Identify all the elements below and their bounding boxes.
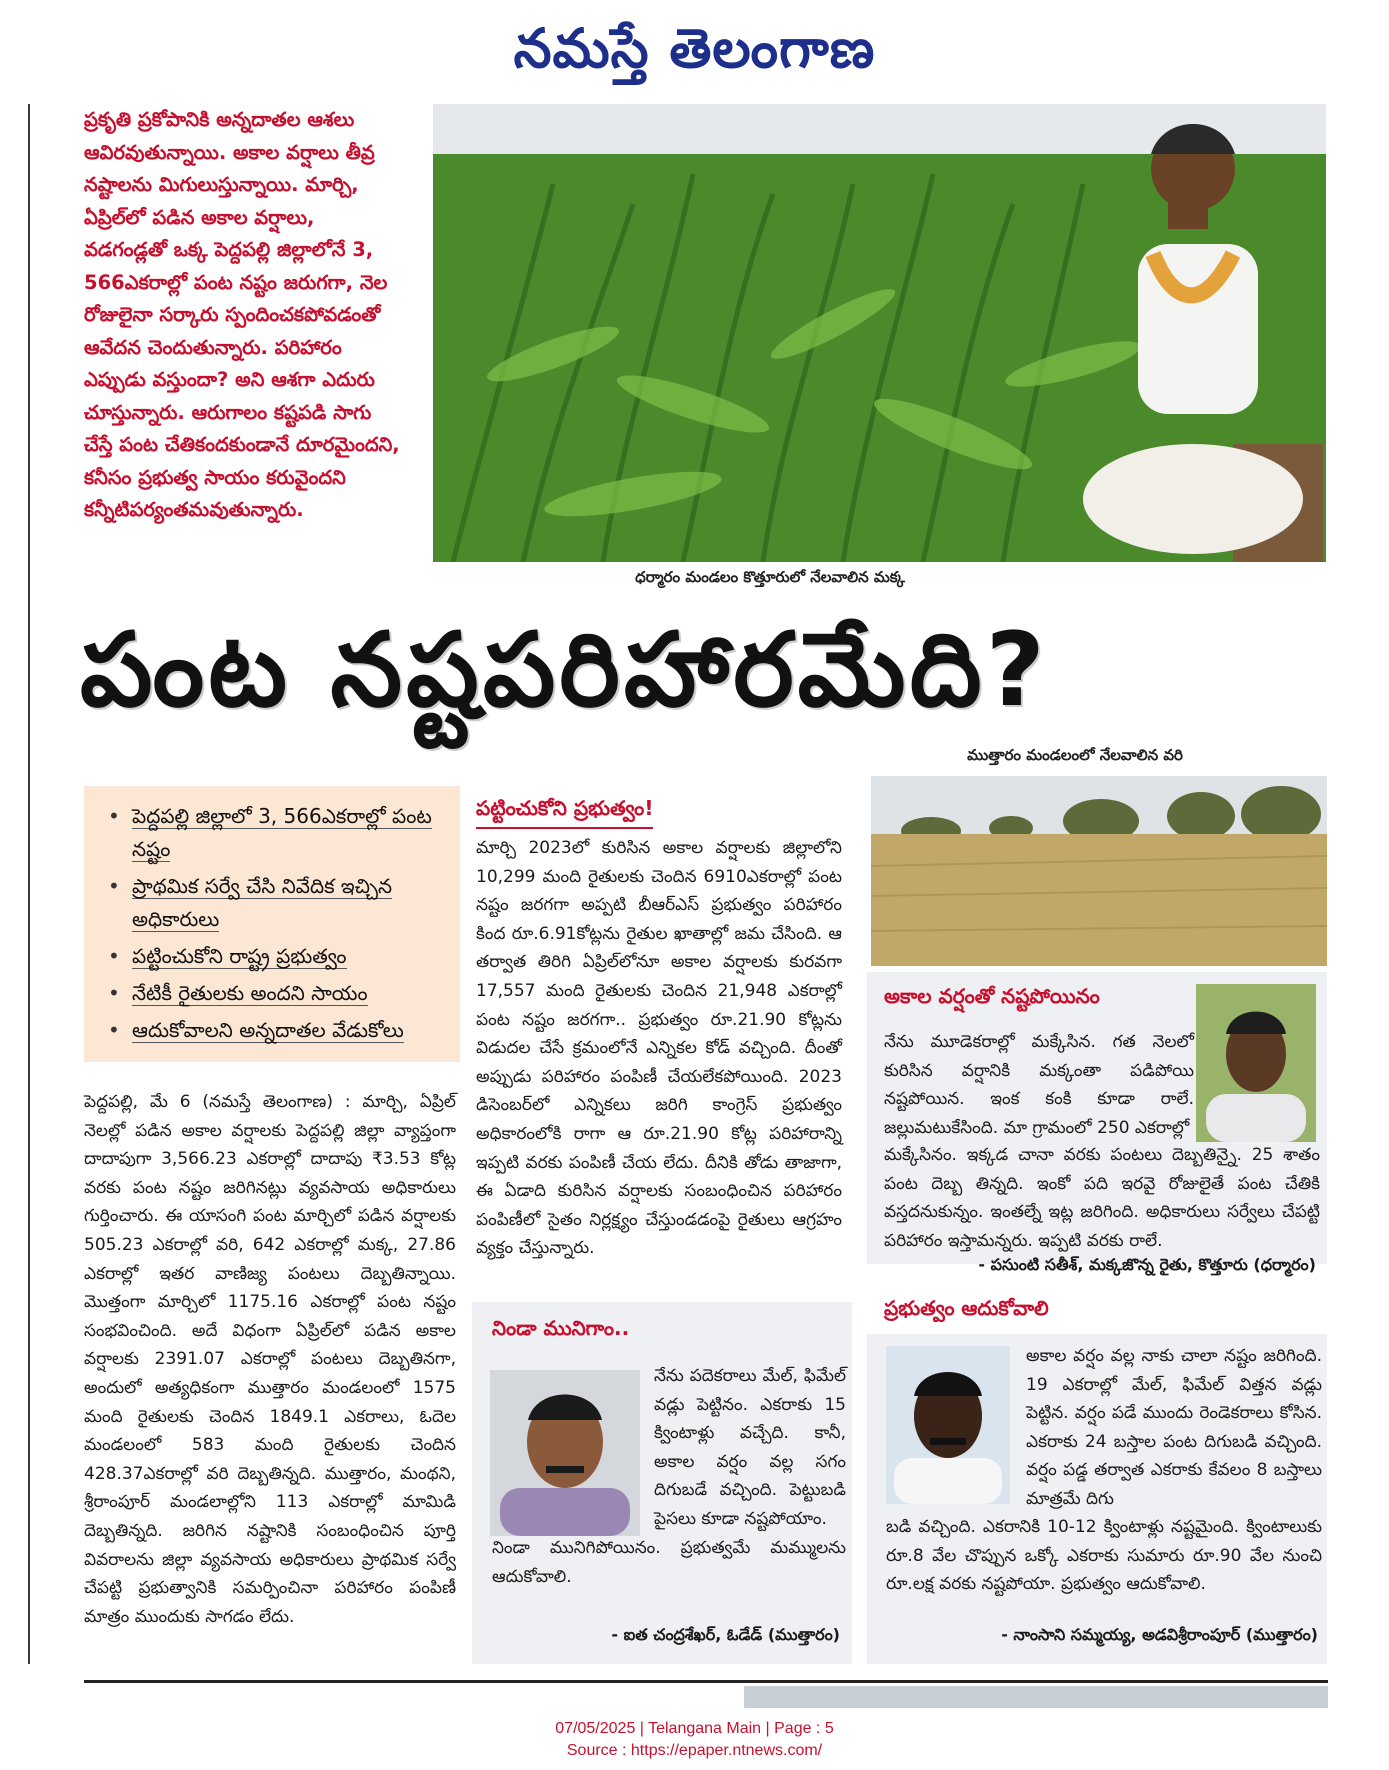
next-article-photo-strip	[744, 1686, 1328, 1708]
section-title-loss: అకాల వర్షంతో నష్టపోయినం	[884, 984, 1100, 1008]
photo-caption-field: ధర్మారం మండలం కొత్తూరులో నేలవాలిన మక్క	[635, 568, 905, 586]
section-body-loss-b: మక్కేసినం. ఇక్కడ చానా వరకు పంటలు దెబ్బతిన్నై. 25 శాతం పంట దెబ్బ తిన్నది. ఇంకో పది ఇరవై రోజులైతే పంట చేతికి వస్తదనుకున్నం. ఇంతల్నే ఇట్ల జరిగింది. అధికారులు సర్వేలు చేపట్టి పరిహారం ఇస్తామన్నరు. ఇప్పటి వరకు రాలే.	[884, 1145, 1320, 1251]
photo-portrait-chandrasekhar	[490, 1370, 640, 1536]
highlight-item: • ఆదుకోవాలని అన్నదాతల వేడుకోలు	[98, 1014, 446, 1047]
paddy-field-illustration	[871, 776, 1327, 966]
headline: పంట నష్టపరిహారమేది?	[80, 611, 1049, 730]
bullet-icon: •	[108, 804, 120, 828]
bullet-icon: •	[108, 1018, 120, 1042]
portrait-illustration	[1196, 984, 1316, 1142]
bottom-rule	[84, 1680, 1328, 1683]
section-title-drown: నిండా మునిగాం..	[492, 1316, 630, 1340]
masthead	[0, 12, 1389, 84]
section-body-drown-a: నేను పదెకరాలు మేల్, ఫిమేల్ వడ్లు పెట్టినం. ఎకరాకు 15 క్వింటాళ్లు వచ్చేది. కానీ, అకాల వర్షం వల్ల సగం దిగుబడే వచ్చింది. పెట్టుబడి పైసలు కూడా నష్టపోయాం.	[654, 1366, 846, 1529]
section-title-govt: పట్టించుకోని ప్రభుత్వం!	[476, 796, 653, 829]
quote-attribution-help: - నాంసాని సమ్మయ్య, అడవిశ్రీరాంపూర్ (ముత్తారం)	[1001, 1625, 1318, 1644]
highlight-item: • పెద్దపల్లి జిల్లాలో 3, 566ఎకరాల్లో పంట నష్టం	[98, 800, 446, 866]
portrait-illustration	[886, 1346, 1010, 1504]
intro-paragraph: ప్రకృతి ప్రకోపానికి అన్నదాతల ఆశలు ఆవిరవుతున్నాయి. అకాల వర్షాలు తీవ్ర నష్టాలను మిగులుస్తున్నాయి. మార్చి, ఏప్రిల్‌లో పడిన అకాల వర్షాలు, వడగండ్లతో ఒక్క పెద్దపల్లి జిల్లాలోనే 3, 566ఎకరాల్లో పంట నష్టం జరుగగా, నెల రోజులైనా సర్కారు స్పందించకపోవడంతో ఆవేదన చెందుతున్నారు. పరిహారం ఎప్పుడు వస్తుందా? అని ఆశగా ఎదురు చూస్తున్నారు. ఆరుగాలం కష్టపడి సాగు చేస్తే పంట చేతికందకుండానే దూరమైందని, కనీసం ప్రభుత్వ సాయం కరువైందని కన్నీటిపర్యంతమవుతున్నారు.	[84, 108, 400, 521]
photo-corn-field-farmer	[433, 104, 1326, 562]
highlights-box	[84, 786, 460, 1062]
quote-attribution-loss: - పసుంటి సతీశ్, మక్కజొన్న రైతు, కొత్తూరు (ధర్మారం)	[978, 1255, 1316, 1274]
photo-caption-paddy: ముత్తారం మండలంలో నేలవాలిన వరి	[967, 746, 1183, 764]
footer-source-link[interactable]: Source : https://epaper.ntnews.com/	[566, 1742, 823, 1759]
quote-attribution-drown: - ఐత చంద్రశేఖర్, ఓడేడ్ (ముత్తారం)	[611, 1625, 840, 1644]
highlights-list	[98, 800, 446, 1047]
section-title-help: ప్రభుత్వం ఆదుకోవాలి	[884, 1296, 1049, 1320]
left-column-rule	[28, 104, 30, 1664]
masthead-logo-text: నమస్తే తెలంగాణ	[513, 16, 876, 80]
highlight-item: • ప్రాథమిక సర్వే చేసి నివేదిక ఇచ్చిన అధికారులు	[98, 870, 446, 936]
bullet-icon: •	[108, 874, 120, 898]
photo-paddy-field	[871, 776, 1327, 966]
photo-portrait-satish	[1196, 984, 1316, 1142]
section-body-help-b: బడి వచ్చింది. ఎకరానికి 10-12 క్వింటాళ్లు నష్టమైంది. క్వింటాలుకు రూ.8 వేల చొప్పున ఒక్కో ఎకరాకు సుమారు రూ.90 వేల నుంచి రూ.లక్ష వరకు నష్టపోయా. ప్రభుత్వం ఆదుకోవాలి.	[886, 1517, 1322, 1595]
section-body-drown-b: నిండా మునిగిపోయినం. ప్రభుత్వమే మమ్ములను ఆదుకోవాలి.	[492, 1538, 846, 1587]
article-body-main: పెద్దపల్లి, మే 6 (నమస్తే తెలంగాణ) : మార్చి, ఏప్రిల్ నెలల్లో పడిన అకాల వర్షాలకు పెద్దపల్లి జిల్లా వ్యాప్తంగా దాదాపుగా 3,566.23 ఎకరాల్లో దాదాపు ₹3.53 కోట్ల వరకు పంట నష్టం జరిగినట్లు వ్యవసాయ అధికారులు గుర్తించారు. ఈ యాసంగి పంట మార్చిలో పడిన వర్షాలకు 505.23 ఎకరాల్లో వరి, 642 ఎకరాల్లో మక్క, 27.86 ఎకరాల్లో ఇతర వాణిజ్య పంటలు దెబ్బతిన్నాయి. మొత్తంగా మార్చిలో 1175.16 ఎకరాల్లో పంట నష్టం సంభవించింది. అదే విధంగా ఏప్రిల్‌లో పడిన అకాల వర్షాలకు 2391.07 ఎకరాల్లో పంటలు దెబ్బతినగా, అందులో అత్యధికంగా ముత్తారం మండలంలో 1575 మంది రైతులకు చెందిన 1849.1 ఎకరాలు, ఓదెల మండలంలో 583 మంది రైతులకు చెందిన 428.37ఎకరాల్లో వరి దెబ్బతిన్నది. ముత్తారం, మంథని, శ్రీరాంపూర్ మండలాల్లోని 113 ఎకరాల్లో మామిడి దెబ్బతిన్నది. జరిగిన నష్టానికి సంబంధించిన పూర్తి వివరాలను జిల్లా వ్యవసాయ అధికారులు ప్రాథమిక సర్వే చేపట్టి ప్రభుత్వానికి సమర్పించినా పరిహారం పంపిణీ మాత్రం ముందుకు సాగడం లేదు.	[84, 1092, 456, 1627]
page-footer	[0, 1718, 1389, 1762]
photo-portrait-sammayya	[886, 1346, 1010, 1504]
portrait-illustration	[490, 1370, 640, 1536]
bullet-icon: •	[108, 944, 120, 968]
footer-date-edition: 07/05/2025 | Telangana Main | Page : 5	[555, 1720, 834, 1737]
section-body-loss-a: నేను మూడెకరాల్లో మక్కేసిన. గత నెలలో కురిసిన వర్షానికి మక్కంతా పడిపోయి నష్టపోయిన. ఇంక కంకి కూడా రాలే. జల్లుమటుకేసింది. మా గ్రామంలో 250 ఎకరాల్లో	[884, 1032, 1194, 1138]
bullet-icon: •	[108, 981, 120, 1005]
highlight-item: • పట్టించుకోని రాష్ట్ర ప్రభుత్వం	[98, 940, 446, 973]
section-body-govt: మార్చి 2023లో కురిసిన అకాల వర్షాలకు జిల్లాలోని 10,299 మంది రైతులకు చెందిన 6910ఎకరాల్లో పంట నష్టం జరగగా అప్పటి బీఆర్‌ఎస్ ప్రభుత్వం పరిహారం కింద రూ.6.91కోట్లను రైతుల ఖాతాల్లో జమ చేసింది. ఆ తర్వాత తిరిగి ఏప్రిల్‌లోనూ అకాల వర్షాలకు కురవగా 17,557 మంది రైతులకు చెందిన 21,948 ఎకరాల్లో పంట నష్టం జరగగా.. ప్రభుత్వం రూ.21.90 కోట్లను విడుదల చేసే క్రమంలోనే ఎన్నికల కోడ్ వచ్చింది. దీంతో అప్పుడు పరిహారం పంపిణీ చేయలేకపోయింది. 2023 డిసెంబర్‌లో ఎన్నికలు జరిగి కాంగ్రెస్ ప్రభుత్వం అధికారంలోకి రాగా ఆ రూ.21.90 కోట్ల పరిహారాన్ని ఇప్పటి వరకు పంపిణీ చేయ లేదు. దీనికి తోడు తాజాగా, ఈ ఏడాది కురిసిన వర్షాలకు సంబంధించిన పరిహారం పంపిణీలో సైతం నిర్లక్ష్యం చేస్తుండడంపై రైతులు ఆగ్రహం వ్యక్తం చేస్తున్నారు.	[476, 838, 842, 1259]
corn-field-illustration	[433, 104, 1326, 562]
highlight-item: • నేటికీ రైతులకు అందని సాయం	[98, 977, 446, 1010]
section-body-help-a: అకాల వర్షం వల్ల నాకు చాలా నష్టం జరిగింది. 19 ఎకరాల్లో మేల్, ఫిమేల్ విత్తన వడ్లు పెట్టిన. వర్షం పడే ముందు రెండెకరాలు కోసిన. ఎకరాకు 24 బస్తాల పంట దిగుబడి వచ్చింది. వర్షం పడ్డ తర్వాత ఎకరాకు కేవలం 8 బస్తాలు మాత్రమే దిగు	[1026, 1346, 1322, 1509]
